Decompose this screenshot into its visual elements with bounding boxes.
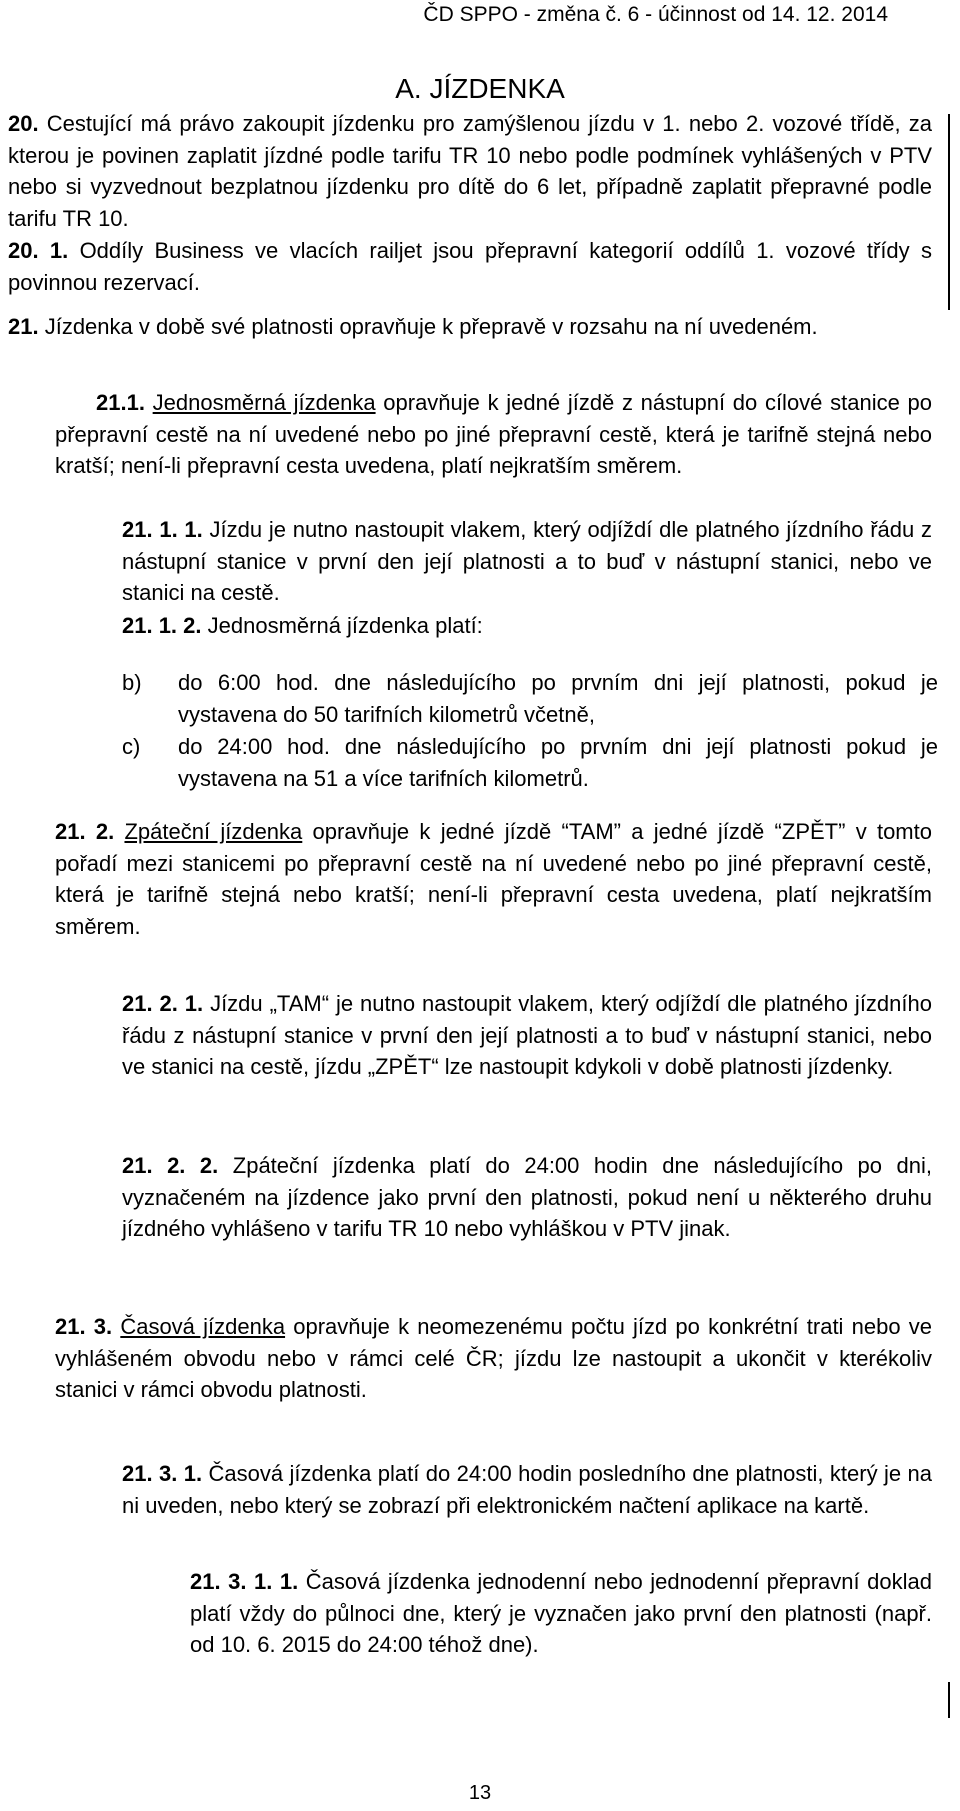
section-number: 21. 1. 1. [122, 517, 203, 542]
list-item [122, 731, 938, 795]
section-21-2-1 [122, 988, 932, 1083]
term-jednosmerna: Jednosměrná jízdenka [152, 390, 376, 415]
list-item-label: b) [122, 670, 142, 695]
list-item [122, 667, 938, 731]
section-21-3-1-1 [190, 1566, 932, 1661]
section-21-2-2 [122, 1150, 932, 1245]
change-bar [948, 1682, 950, 1718]
term-zpatecni: Zpáteční jízdenka [124, 819, 303, 844]
section-21-1-1 [122, 514, 932, 609]
section-text: Jízdenka v době své platnosti opravňuje k přepravě v rozsahu na ní uvedeném. [38, 314, 818, 339]
section-number: 21. 3. 1. 1. [190, 1569, 299, 1594]
section-number: 21. 2. 2. [122, 1153, 219, 1178]
section-number: 21. 2. 1. [122, 991, 204, 1016]
section-text: Zpáteční jízdenka platí do 24:00 hodin dne následujícího po dni, vyznačeném na jízdence jako první den platnosti, pokud není u některého druhu jízdného vyhlášeno v tarifu TR 10 nebo vyhláškou v PTV jinak. [122, 1153, 932, 1241]
term-casova: Časová jízdenka [120, 1314, 286, 1339]
section-number: 21. 3. 1. [122, 1461, 203, 1486]
section-21 [8, 311, 932, 343]
section-21-2 [55, 816, 932, 942]
section-number: 20. 1. [8, 238, 69, 263]
section-text: opravňuje k jedné jízdě z nástupní do cílové stanice po přepravní cestě na ní uvedené nebo po jiné přepravní cestě, která je tarifně stejná nebo kratší; není-li přepravní cesta uvedena, platí nejkratším směrem. [55, 390, 932, 478]
section-number: 20. [8, 111, 39, 136]
section-text: Cestující má právo zakoupit jízdenku pro zamýšlenou jízdu v 1. nebo 2. vozové třídě, za kterou je povinen zaplatit jízdné podle tarifu TR 10 nebo podle podmínek vyhlášených v PTV nebo si vyzvednout bezplatnou jízdenku pro dítě do 6 let, případně zaplatit přepravné podle tarifu TR 10. [8, 111, 932, 231]
section-number: 21.1. [96, 390, 145, 415]
list-item-text: do 24:00 hod. dne následujícího po prvním dni její platnosti pokud je vystavena na 51 a více tarifních kilometrů. [178, 734, 938, 791]
page-number: 13 [468, 1782, 492, 1804]
section-number: 21. 3. [55, 1314, 113, 1339]
section-text: Časová jízdenka platí do 24:00 hodin posledního dne platnosti, který je na ni uveden, nebo který se zobrazí při elektronickém načtení aplikace na kartě. [122, 1461, 932, 1518]
list-item-label: c) [122, 734, 141, 759]
section-text: Jízdu je nutno nastoupit vlakem, který odjíždí dle platného jízdního řádu z nástupní stanice v první den její platnosti a to buď v nástupní stanici, nebo ve stanici na cestě. [122, 517, 932, 605]
section-21-3-1 [122, 1458, 932, 1521]
section-number: 21. [8, 314, 39, 339]
section-text: Časová jízdenka jednodenní nebo jednodenní přepravní doklad platí vždy do půlnoci dne, který je vyznačen jako první den platnosti (např. od 10. 6. 2015 do 24:00 téhož dne). [190, 1569, 932, 1657]
section-20-1 [8, 235, 932, 298]
section-21-3 [55, 1311, 932, 1406]
page-title: A. JÍZDENKA [395, 73, 565, 104]
section-20 [8, 108, 932, 234]
section-number: 21. 1. 2. [122, 613, 202, 638]
section-text: Jednosměrná jízdenka platí: [201, 613, 483, 638]
section-text: opravňuje k neomezenému počtu jízd po konkrétní trati nebo ve vyhlášeném obvodu nebo v rámci celé ČR; jízdu lze nastoupit a ukončit v kterékoliv stanici v rámci obvodu platnosti. [55, 1314, 932, 1402]
section-number: 21. 2. [55, 819, 115, 844]
section-21-1-2 [122, 610, 932, 642]
list-item-text: do 6:00 hod. dne následujícího po prvním dni její platnosti, pokud je vystavena do 50 tarifních kilometrů včetně, [178, 670, 938, 727]
page-header: ČD SPPO - změna č. 6 - účinnost od 14. 12. 2014 [423, 3, 888, 26]
section-text: Jízdu „TAM“ je nutno nastoupit vlakem, který odjíždí dle platného jízdního řádu z nástupní stanice v první den její platnosti a to buď v nástupní stanici, nebo ve stanici na cestě, jízdu „ZPĚT“ lze nastoupit kdykoli v době platnosti jízdenky. [122, 991, 932, 1079]
section-text: opravňuje k jedné jízdě “TAM” a jedné jízdě “ZPĚT” v tomto pořadí mezi stanicemi po přepravní cestě na ní uvedené nebo po jiné přepravní cestě, která je tarifně stejná nebo kratší; není-li přepravní cesta uvedena, platí nejkratším směrem. [55, 819, 932, 939]
section-text: Oddíly Business ve vlacích railjet jsou přepravní kategorií oddílů 1. vozové třídy s povinnou rezervací. [8, 238, 932, 295]
change-bar [948, 114, 950, 310]
section-21-1 [55, 387, 932, 482]
